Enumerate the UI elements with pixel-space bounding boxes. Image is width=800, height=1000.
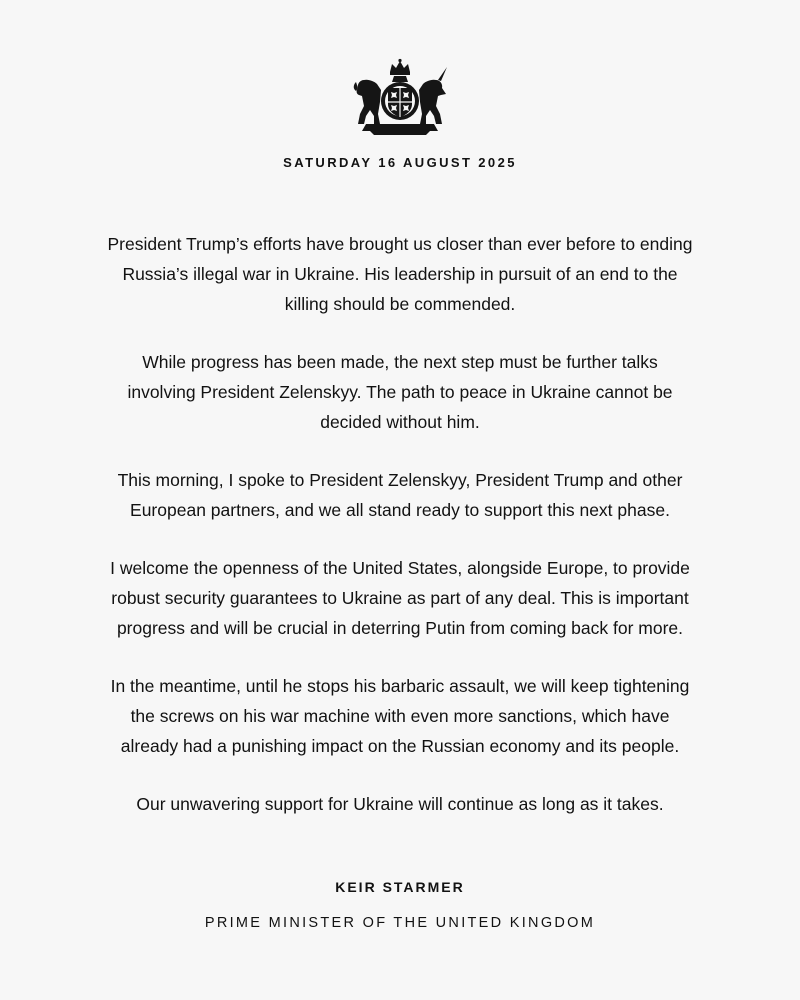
statement-date: SATURDAY 16 AUGUST 2025 <box>283 155 517 170</box>
paragraph <box>50 671 750 761</box>
royal-coat-of-arms-icon <box>350 58 450 136</box>
paragraph-line: the screws on his war machine with even more sanctions, which have <box>130 706 670 726</box>
paragraph-line: progress and will be crucial in deterring Putin from coming back for more. <box>116 618 684 638</box>
paragraph-line: killing should be commended. <box>284 294 516 314</box>
paragraph-line: robust security guarantees to Ukraine as part of any deal. This is important <box>111 588 689 608</box>
paragraph-line: This morning, I spoke to President Zelenskyy, President Trump and other <box>117 470 683 490</box>
paragraph-line: I welcome the openness of the United States, alongside Europe, to provide <box>110 558 690 578</box>
paragraph <box>50 465 750 525</box>
paragraph-line: Our unwavering support for Ukraine will continue as long as it takes. <box>136 794 664 814</box>
signatory-title: PRIME MINISTER OF THE UNITED KINGDOM <box>204 915 596 931</box>
paragraph <box>50 553 750 643</box>
paragraph-line: Russia’s illegal war in Ukraine. His leadership in pursuit of an end to the <box>122 264 678 284</box>
paragraph-line: involving President Zelenskyy. The path to peace in Ukraine cannot be <box>127 382 673 402</box>
paragraph-line: In the meantime, until he stops his barbaric assault, we will keep tightening <box>110 676 690 696</box>
paragraph-line: decided without him. <box>320 412 480 432</box>
signatory-name: KEIR STARMER <box>335 879 465 895</box>
paragraph-line: already had a punishing impact on the Russian economy and its people. <box>120 736 680 756</box>
statement-body <box>50 229 750 847</box>
paragraph-line: President Trump’s efforts have brought us closer than ever before to ending <box>107 234 693 254</box>
paragraph <box>50 347 750 437</box>
paragraph-line: European partners, and we all stand ready to support this next phase. <box>130 500 670 520</box>
paragraph <box>50 229 750 319</box>
paragraph-line: While progress has been made, the next step must be further talks <box>142 352 658 372</box>
paragraph <box>50 789 750 819</box>
